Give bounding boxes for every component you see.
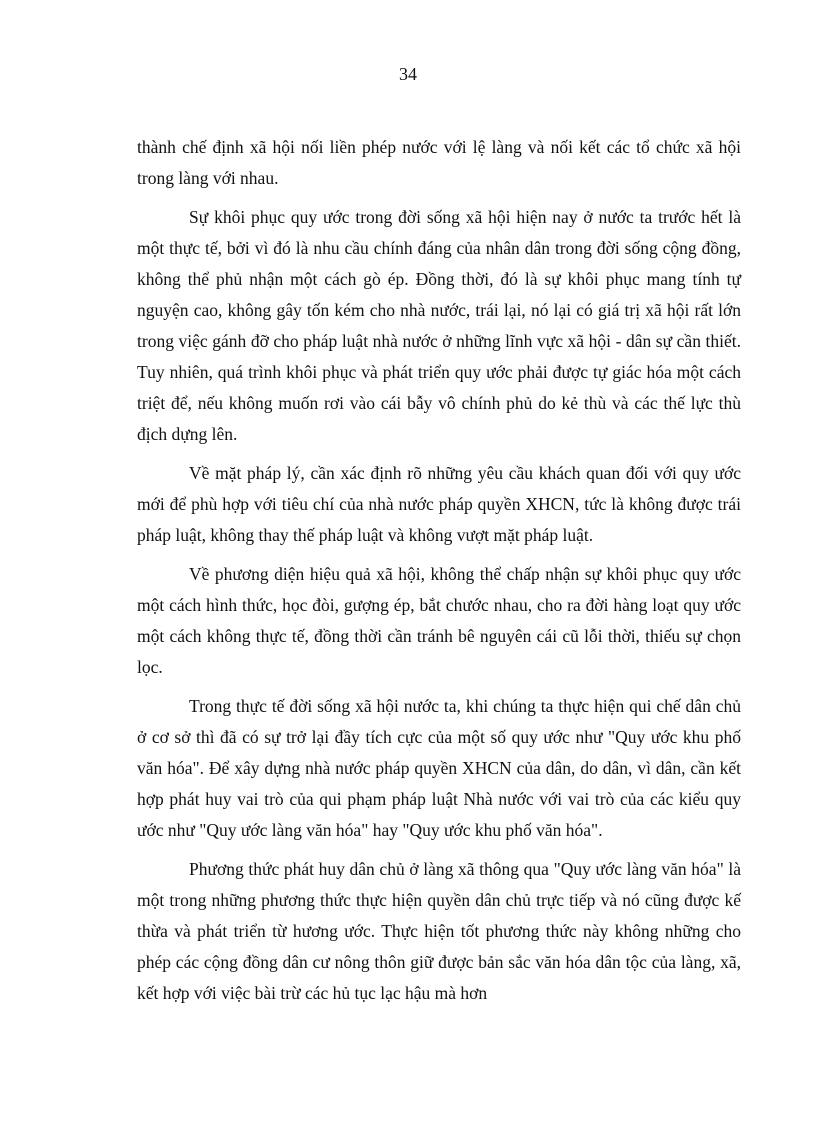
paragraph: Sự khôi phục quy ước trong đời sống xã hội hiện nay ở nước ta trước hết là một thực tế, bởi vì đó là nhu cầu chính đáng của nhân dân trong đời sống cộng đồng, không thể phủ nhận một cách gò ép. Đồng thời, đó là sự khôi phục mang tính tự nguyện cao, không gây tốn kém cho nhà nước, trái lại, nó lại có giá trị xã hội rất lớn trong việc gánh đỡ cho pháp luật nhà nước ở những lĩnh vực xã hội - dân sự cần thiết. Tuy nhiên, quá trình khôi phục và phát triển quy ước phải được tự giác hóa một cách triệt để, nếu không muốn rơi vào cái bẫy vô chính phủ do kẻ thù và các thế lực thù địch dựng lên. (137, 207, 741, 444)
page-number: 34 (399, 64, 417, 84)
paragraph: Phương thức phát huy dân chủ ở làng xã thông qua "Quy ước làng văn hóa" là một trong những phương thức thực hiện quyền dân chủ trực tiếp và nó cũng được kế thừa và phát triển từ hương ước. Thực hiện tốt phương thức này không những cho phép các cộng đồng dân cư nông thôn giữ được bản sắc văn hóa dân tộc của làng, xã, kết hợp với việc bài trừ các hủ tục lạc hậu mà hơn (137, 859, 741, 1003)
paragraph: Về phương diện hiệu quả xã hội, không thể chấp nhận sự khôi phục quy ước một cách hình thức, học đòi, gượng ép, bắt chước nhau, cho ra đời hàng loạt quy ước một cách không thực tế, đồng thời cần tránh bê nguyên cái cũ lỗi thời, thiếu sự chọn lọc. (137, 564, 741, 677)
paragraph-continuation: thành chế định xã hội nối liền phép nước với lệ làng và nối kết các tổ chức xã hội trong làng với nhau. (137, 137, 741, 188)
paragraph: Về mặt pháp lý, cần xác định rõ những yêu cầu khách quan đối với quy ước mới để phù hợp với tiêu chí của nhà nước pháp quyền XHCN, tức là không được trái pháp luật, không thay thế pháp luật và không vượt mặt pháp luật. (137, 463, 741, 545)
body-text (137, 132, 741, 1017)
paragraph: Trong thực tế đời sống xã hội nước ta, khi chúng ta thực hiện qui chế dân chủ ở cơ sở thì đã có sự trở lại đầy tích cực của một số quy ước như "Quy ước khu phố văn hóa". Để xây dựng nhà nước pháp quyền XHCN của dân, do dân, vì dân, cần kết hợp phát huy vai trò của qui phạm pháp luật Nhà nước với vai trò của các kiểu quy ước như "Quy ước làng văn hóa" hay "Quy ước khu phố văn hóa". (137, 696, 741, 840)
